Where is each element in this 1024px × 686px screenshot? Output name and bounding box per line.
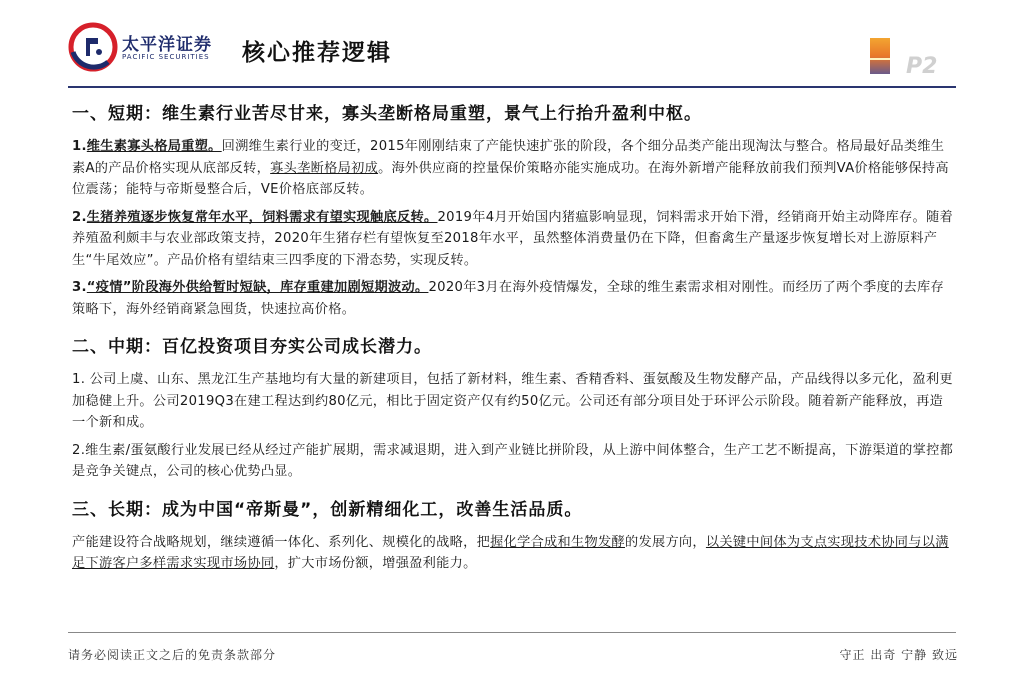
- paragraph-underlined-text: 以关键中间体为支点实现技术协同与以满足下游客户多样需求实现市场协同: [72, 534, 949, 571]
- report-body: [72, 96, 956, 575]
- short-term-point-1: [72, 136, 956, 201]
- footer-divider: [68, 632, 956, 633]
- point-number: 1.: [72, 139, 87, 154]
- header-divider: [68, 86, 956, 88]
- paragraph-text: 产能建设符合战略规划，继续遵循一体化、系列化、规模化的战略，把: [72, 534, 491, 550]
- point-text: 2020年3月在海外疫情爆发，全球的维生素需求相对刚性。而经历了两个季度的去库存策略下，海外经销商紧急囤货，快速拉高价格。: [72, 280, 944, 317]
- point-lead: “疫情”阶段海外供给暂时短缺，库存重建加剧短期波动。: [86, 280, 429, 295]
- section-heading-long-term: 三、长期：成为中国“帝斯曼”，创新精细化工，改善生活品质。: [72, 499, 583, 520]
- paragraph-text: ，扩大市场份额，增强盈利能力。: [274, 556, 477, 571]
- paragraph-underlined-text: 握化学合成和生物发酵: [490, 534, 625, 550]
- disclaimer-notice: 请务必阅读正文之后的免责条款部分: [68, 648, 277, 662]
- logo-english-name: PACIFIC SECURITIES: [122, 53, 210, 61]
- sunrise-emblem-icon: [870, 38, 890, 74]
- point-text: 。海外供应商的控量保价策略亦能实施成功。在海外新增产能释放前我们预判VA价格能够保持高位震荡；能特与帝斯曼整合后，VE价格底部反转。: [72, 160, 949, 197]
- short-term-point-3: [72, 277, 956, 320]
- point-lead: 维生素寡头格局重塑。: [86, 139, 222, 154]
- point-lead: 生猪养殖逐步恢复常年水平，饲料需求有望实现触底反转。: [86, 209, 438, 225]
- page-title: 核心推荐逻辑: [242, 40, 392, 66]
- report-footer: [0, 632, 1024, 686]
- section-heading-mid-term: 二、中期：百亿投资项目夯实公司成长潜力。: [72, 337, 432, 357]
- short-term-point-2: [72, 207, 956, 272]
- long-term-paragraph: [72, 532, 956, 575]
- mid-term-point-1: 1. 公司上虞、山东、黑龙江生产基地均有大量的新建项目，包括了新材料，维生素、香精香料、蛋氨酸及生物发酵产品，产品线得以多元化，盈利更加稳健上升。公司2019Q3在建工程达到约80亿元，相比于固定资产仅有约50亿元。公司还有部分项目处于环评公示阶段。随着新产能释放，再造一个新和成。: [72, 372, 953, 430]
- company-logo: [68, 22, 218, 74]
- company-motto: 守正 出奇 宁静 致远: [839, 648, 958, 662]
- point-text: 回溯维生素行业的变迁，2015年刚刚结束了产能快速扩张的阶段，各个细分品类产能出现淘汰与整合。格局最好品类维生素A的产品价格实现从底部反转，: [72, 139, 945, 176]
- point-number: 2.: [72, 209, 87, 225]
- point-underlined-text: 寡头垄断格局初成: [270, 160, 379, 176]
- mid-term-point-2: 2.维生素/蛋氨酸行业发展已经从经过产能扩展期，需求减退期，进入到产业链比拼阶段，从上游中间体整合，生产工艺不断提高，下游渠道的掌控都是竞争关键点，公司的核心优势凸显。: [72, 442, 954, 479]
- point-number: 3.: [72, 280, 87, 295]
- logo-chinese-name: 太平洋证券: [122, 35, 212, 55]
- point-text: 2019年4月开始国内猪瘟影响显现，饲料需求开始下滑，经销商开始主动降库存。随着养殖盈利颇丰与农业部政策支持，2020年生猪存栏有望恢复至2018年水平，虽然整体消费量仍在下降，但畜禽生产量逐步恢复增长对上游原料产生“牛尾效应”。产品价格有望结束三四季度的下滑态势，实现反转。: [72, 209, 953, 268]
- report-header: [0, 0, 1024, 88]
- paragraph-text: 的发展方向，: [624, 534, 706, 550]
- pacific-logo-icon: [68, 22, 118, 72]
- section-heading-short-term: 一、短期：维生素行业苦尽甘来，寡头垄断格局重塑，景气上行抬升盈利中枢。: [72, 104, 702, 124]
- page-number: P2: [906, 54, 938, 79]
